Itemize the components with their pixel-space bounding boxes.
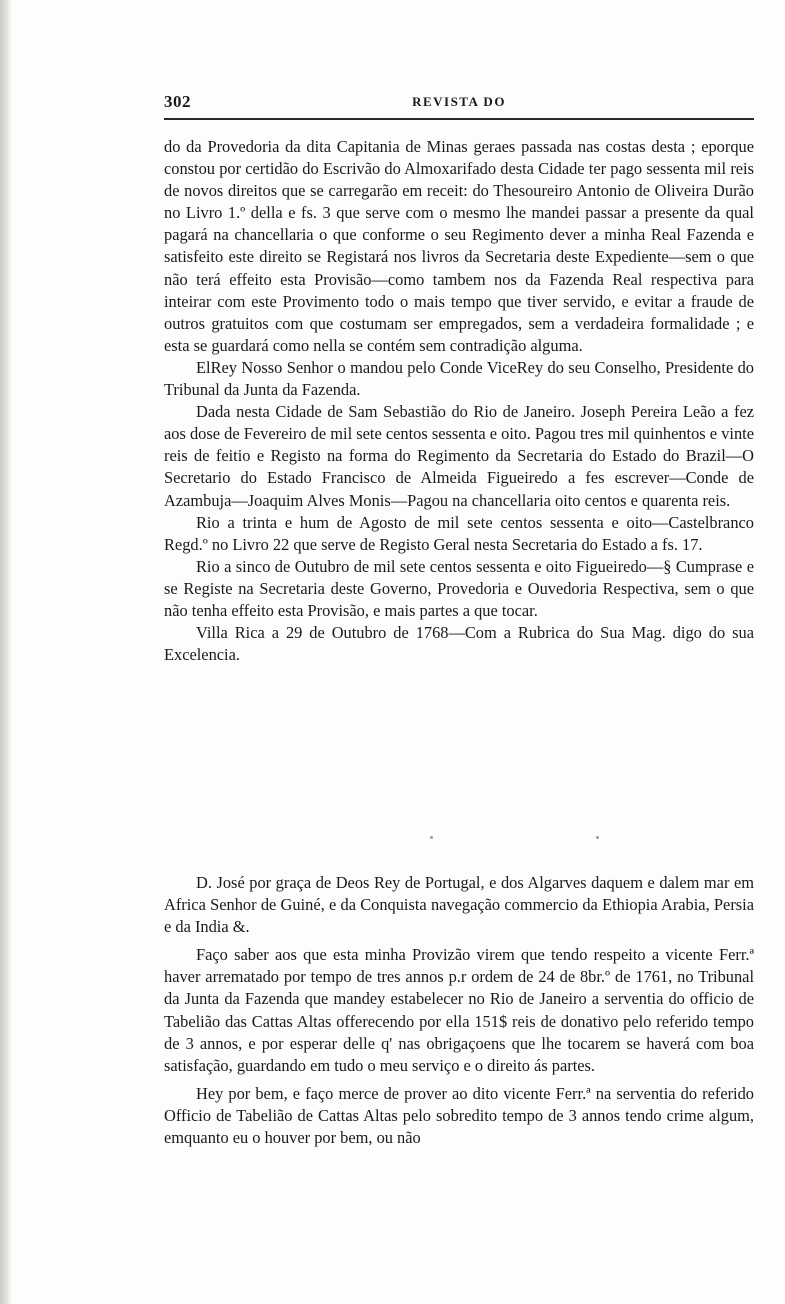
- text-section-2: [164, 872, 754, 1149]
- section-separator: [164, 826, 754, 866]
- separator-dot: [430, 836, 433, 839]
- paragraph: Rio a sinco de Outubro de mil sete centos sessenta e oito Figueiredo—§ Cumprase e se Registe na Secretaria deste Governo, Provedoria e Ouvedoria Respectiva, sem o que não tenha effeito esta Provisão, e mais partes a que tocar.: [164, 556, 754, 620]
- running-title: REVISTA DO: [412, 94, 506, 109]
- text-section-1: [164, 136, 754, 666]
- page-header: [164, 92, 754, 116]
- paragraph: Hey por bem, e faço merce de prover ao dito vicente Ferr.ª na serventia do referido Officio de Tabelião de Cattas Altas pelo sobredito tempo de 3 annos tendo crime algum, emquanto eu o houver por bem, ou não: [164, 1083, 754, 1148]
- paragraph: ElRey Nosso Senhor o mandou pelo Conde ViceRey do seu Conselho, Presidente do Tribunal da Junta da Fazenda.: [164, 357, 754, 400]
- header-rule: [164, 118, 754, 120]
- paragraph: do da Provedoria da dita Capitania de Minas geraes passada nas costas desta ; eporque constou por certidão do Escrivão do Almoxarifado desta Cidade ter pago sessenta mil reis de novos direitos que se carregarão em receit: do Thesoureiro Antonio de Oliveira Durão no Livro 1.º della e fs. 3 que serve com o mesmo lhe mandei passar a presente da qual pagará na chancellaria o que conforme o seu Regimento dever a minha Real Fazenda e satisfeito este direito se Registará nos livros da Secretaria deste Expediente—sem o que não terá effeito esta Provisão—como tambem nos da Fazenda Real respectiva para inteirar com este Provimento todo o mais tempo que tiver servido, e evitar a fraude de outros gratuitos com que costumam ser empregados, sem a verdadeira formalidade ; e esta se guardará como nella se contém sem contradição alguma.: [164, 137, 754, 355]
- paragraph: Rio a trinta e hum de Agosto de mil sete centos sessenta e oito—Castelbranco Regd.º no Livro 22 que serve de Registo Geral nesta Secretaria do Estado a fs. 17.: [164, 512, 754, 554]
- paragraph: D. José por graça de Deos Rey de Portugal, e dos Algarves daquem e dalem mar em Africa Senhor de Guiné, e da Conquista navegação commercio da Ethiopia Arabia, Persia e da India &.: [164, 873, 754, 937]
- paragraph: Dada nesta Cidade de Sam Sebastião do Rio de Janeiro. Joseph Pereira Leão a fez aos dose de Fevereiro de mil sete centos sessenta e oito. Pagou tres mil quinhentos e vinte reis de feitio e Registo na forma do Regimento da Secretaria do Estado do Brazil—O Secretario do Estado Francisco de Almeida Figueiredo a fes escrever—Conde de Azambuja—Joaquim Alves Monis—Pagou na chancellaria oito centos e quarenta reis.: [164, 402, 754, 510]
- page-number: 302: [164, 92, 191, 111]
- paragraph: Faço saber aos que esta minha Provizão virem que tendo respeito a vicente Ferr.ª haver arrematado por tempo de tres annos p.r ordem de 24 de 8br.º de 1761, no Tribunal da Junta da Fazenda que mandey estabelecer no Rio de Janeiro a serventia do officio de Tabelião das Cattas Altas offerecendo por ella 151$ reis de donativo pelo referido tempo de 3 annos, e por esperar delle q' nas obrigaçoens que lhe tocarem se haverá com boa satisfação, guardando em tudo o meu serviço e o direito ás partes.: [164, 945, 754, 1075]
- paragraph: Villa Rica a 29 de Outubro de 1768—Com a Rubrica do Sua Mag. digo do sua Excelencia.: [164, 623, 754, 665]
- separator-dot: [596, 836, 599, 839]
- page-gutter-shadow: [0, 0, 12, 1304]
